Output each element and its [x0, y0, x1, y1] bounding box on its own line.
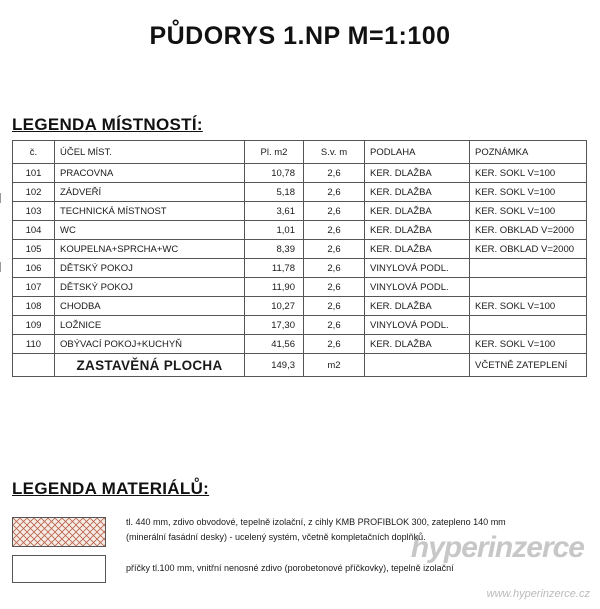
total-empty-cell — [365, 354, 470, 377]
total-empty-cell — [13, 354, 55, 377]
rooms-legend-heading: LEGENDA MÍSTNOSTÍ: — [12, 115, 203, 134]
table-row — [13, 297, 587, 316]
table-row — [13, 183, 587, 202]
total-row — [13, 354, 587, 377]
room-area: 10,27 — [245, 297, 304, 316]
room-purpose: DĚTSKÝ POKOJ — [55, 259, 245, 278]
room-note: KER. SOKL V=100 — [470, 183, 587, 202]
room-note — [470, 316, 587, 335]
room-height: 2,6 — [304, 297, 365, 316]
room-purpose: WC — [55, 221, 245, 240]
material-line: příčky tl.100 mm, vnitřní nenosné zdivo (porobetonové příčkovky), tepelně izolační — [126, 563, 454, 573]
room-area: 10,78 — [245, 164, 304, 183]
room-area: 41,56 — [245, 335, 304, 354]
table-row — [13, 202, 587, 221]
room-number: 103 — [13, 202, 55, 221]
room-purpose: LOŽNICE — [55, 316, 245, 335]
room-note: KER. OBKLAD V=2000 — [470, 240, 587, 259]
room-area: 1,01 — [245, 221, 304, 240]
room-floor: KER. DLAŽBA — [365, 202, 470, 221]
room-number: 102 — [13, 183, 55, 202]
room-floor: KER. DLAŽBA — [365, 335, 470, 354]
table-row — [13, 164, 587, 183]
room-purpose: KOUPELNA+SPRCHA+WC — [55, 240, 245, 259]
room-purpose: TECHNICKÁ MÍSTNOST — [55, 202, 245, 221]
table-row — [13, 335, 587, 354]
table-row — [13, 240, 587, 259]
room-note: KER. SOKL V=100 — [470, 164, 587, 183]
room-area: 3,61 — [245, 202, 304, 221]
watermark-logo: hyperinzerce — [410, 531, 584, 564]
margin-mark — [0, 193, 5, 203]
col-header-area: Pl. m2 — [245, 141, 304, 164]
room-height: 2,6 — [304, 316, 365, 335]
partition-wall-swatch — [12, 555, 106, 583]
room-height: 2,6 — [304, 221, 365, 240]
room-purpose: OBÝVACÍ POKOJ+KUCHYŇ — [55, 335, 245, 354]
room-number: 108 — [13, 297, 55, 316]
materials-legend-heading: LEGENDA MATERIÁLŮ: — [12, 479, 210, 498]
col-header-note: POZNÁMKA — [470, 141, 587, 164]
col-header-height: S.v. m — [304, 141, 365, 164]
room-number: 109 — [13, 316, 55, 335]
room-number: 101 — [13, 164, 55, 183]
room-floor: VINYLOVÁ PODL. — [365, 316, 470, 335]
margin-mark — [0, 262, 5, 272]
room-number: 106 — [13, 259, 55, 278]
room-floor: KER. DLAŽBA — [365, 297, 470, 316]
hatched-wall-swatch — [12, 517, 106, 547]
rooms-table — [12, 140, 587, 377]
room-purpose: ZÁDVEŘÍ — [55, 183, 245, 202]
room-floor: KER. DLAŽBA — [365, 183, 470, 202]
room-area: 5,18 — [245, 183, 304, 202]
room-height: 2,6 — [304, 164, 365, 183]
total-area: 149,3 — [245, 354, 304, 377]
room-area: 11,78 — [245, 259, 304, 278]
room-height: 2,6 — [304, 335, 365, 354]
room-height: 2,6 — [304, 240, 365, 259]
room-height: 2,6 — [304, 278, 365, 297]
page-title: PŮDORYS 1.NP M=1:100 — [149, 22, 451, 50]
total-label: ZASTAVĚNÁ PLOCHA — [55, 354, 245, 377]
table-row — [13, 278, 587, 297]
room-floor: VINYLOVÁ PODL. — [365, 278, 470, 297]
col-header-number: č. — [13, 141, 55, 164]
room-note: KER. SOKL V=100 — [470, 202, 587, 221]
room-floor: KER. DLAŽBA — [365, 221, 470, 240]
col-header-purpose: ÚČEL MÍST. — [55, 141, 245, 164]
room-number: 104 — [13, 221, 55, 240]
room-note — [470, 259, 587, 278]
room-floor: VINYLOVÁ PODL. — [365, 259, 470, 278]
room-note — [470, 278, 587, 297]
room-purpose: DĚTSKÝ POKOJ — [55, 278, 245, 297]
room-height: 2,6 — [304, 259, 365, 278]
table-row — [13, 316, 587, 335]
room-number: 110 — [13, 335, 55, 354]
rooms-table-header-row — [13, 141, 587, 164]
material-line: tl. 440 mm, zdivo obvodové, tepelně izolační, z cihly KMB PROFIBLOK 300, zatepleno 140 mm — [126, 517, 506, 527]
room-number: 105 — [13, 240, 55, 259]
room-floor: KER. DLAŽBA — [365, 164, 470, 183]
room-height: 2,6 — [304, 202, 365, 221]
total-note: VČETNĚ ZATEPLENÍ — [470, 354, 587, 377]
room-note: KER. SOKL V=100 — [470, 297, 587, 316]
room-purpose: CHODBA — [55, 297, 245, 316]
room-area: 17,30 — [245, 316, 304, 335]
room-purpose: PRACOVNA — [55, 164, 245, 183]
room-number: 107 — [13, 278, 55, 297]
room-floor: KER. DLAŽBA — [365, 240, 470, 259]
total-unit: m2 — [304, 354, 365, 377]
room-note: KER. SOKL V=100 — [470, 335, 587, 354]
table-row — [13, 259, 587, 278]
col-header-floor: PODLAHA — [365, 141, 470, 164]
room-area: 11,90 — [245, 278, 304, 297]
room-note: KER. OBKLAD V=2000 — [470, 221, 587, 240]
watermark-url: www.hyperinzerce.cz — [486, 588, 590, 600]
material-line: (minerální fasádní desky) - ucelený systém, včetně kompletačních doplňků. — [126, 532, 426, 542]
room-area: 8,39 — [245, 240, 304, 259]
table-row — [13, 221, 587, 240]
room-height: 2,6 — [304, 183, 365, 202]
